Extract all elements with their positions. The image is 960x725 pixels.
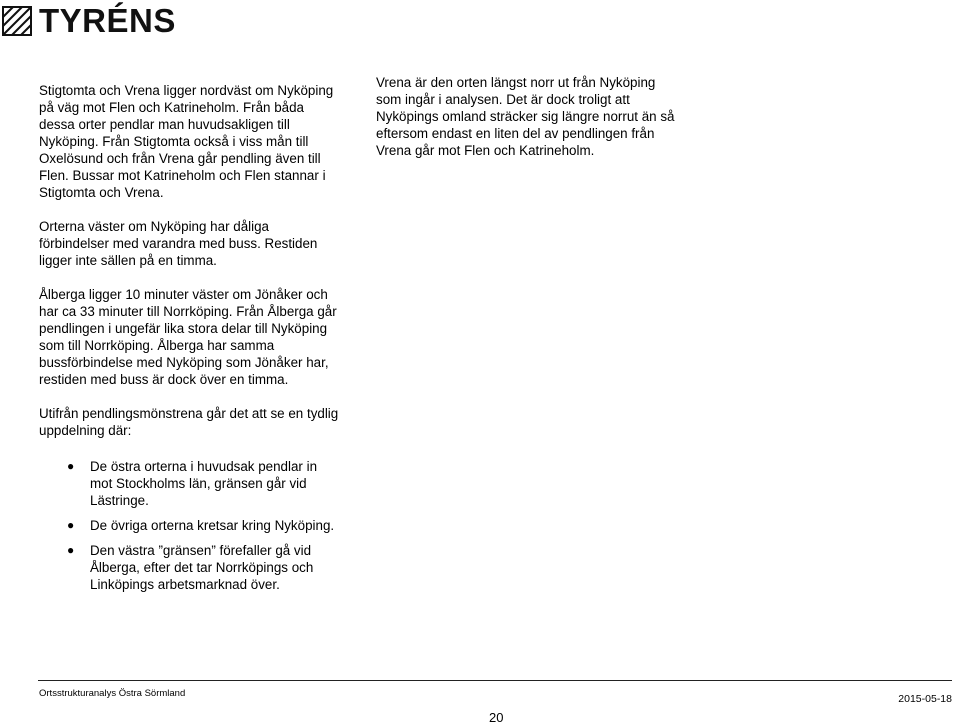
bullet-icon: ● [67, 518, 75, 532]
footer-date: 2015-05-18 [898, 693, 952, 705]
bullet-icon: ● [67, 459, 75, 473]
right-text-column [376, 74, 676, 159]
footer-divider [38, 680, 952, 681]
tyrens-logo-icon [2, 6, 32, 36]
list-item [39, 517, 339, 534]
logo-wordmark: TYRÉNS [39, 2, 176, 39]
list-item-text: Den västra ”gränsen” förefaller gå vid Ålberga, efter det tar Norrköpings och Linköpings arbetsmarknad över. [90, 543, 314, 592]
left-text-column [39, 82, 339, 601]
page-number: 20 [489, 710, 504, 725]
paragraph-west-connections: Orterna väster om Nyköping har dåliga förbindelser med varandra med buss. Restiden ligger inte sällen på en timma. [39, 219, 318, 268]
list-item-text: De östra orterna i huvudsak pendlar in mot Stockholms län, gränsen går vid Lästringe. [90, 459, 318, 508]
bullet-list [39, 458, 339, 593]
paragraph-stigtomta-vrena: Stigtomta och Vrena ligger nordväst om Nyköping på väg mot Flen och Katrineholm. Från båda dessa orter pendlar man huvudsakligen till Nyköping. Från Stigtomta också i viss mån till Oxelösund och från Vrena går pendling även till Flen. Bussar mot Katrineholm och Flen stannar i Stigtomta och Vrena. [39, 83, 334, 200]
list-item [39, 458, 339, 509]
bullet-icon: ● [67, 543, 75, 557]
list-item [39, 542, 339, 593]
company-logo [2, 4, 176, 38]
paragraph-vrena-north: Vrena är den orten längst norr ut från Nyköping som ingår i analysen. Det är dock troligt att Nyköpings omland sträcker sig längre norrut än så eftersom endast en liten del av pendlingen från Vrena går mot Flen och Katrineholm. [376, 75, 675, 158]
list-item-text: De övriga orterna kretsar kring Nyköping. [90, 518, 335, 533]
footer-document-title: Ortsstrukturanalys Östra Sörmland [39, 688, 186, 699]
paragraph-commuting-patterns: Utifrån pendlingsmönstrena går det att se en tydlig uppdelning där: [39, 406, 339, 438]
paragraph-alberga: Ålberga ligger 10 minuter väster om Jönåker och har ca 33 minuter till Norrköping. Från Ålberga går pendlingen i ungefär lika stora delar till Nyköping som till Norrköping. Ålberga har samma bussförbindelse med Nyköping som Jönåker har, restiden med buss är dock över en timma. [39, 287, 337, 387]
